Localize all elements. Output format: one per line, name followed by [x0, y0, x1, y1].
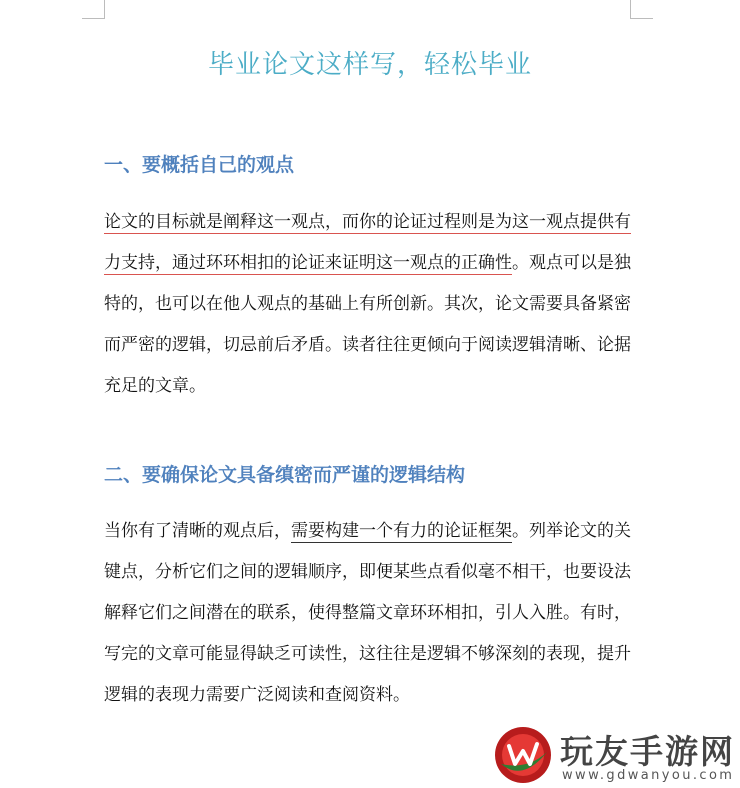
- watermark-site-name: 玩友手游网: [560, 732, 735, 771]
- paragraph-text: 。观点可以是独特的，也可以在他人观点的基础上有所创新。其次，论文需要具备紧密而严密的逻辑，切忌前后矛盾。读者往往更倾向于阅读逻辑清晰、论据充足的文章。: [104, 253, 631, 396]
- underlined-text-red: 论文的目标就是阐释这一观点，而你的论证过程则是为这一观点提供有力支持，通过环环相扣的论证来证明这一观点的正确性: [104, 212, 631, 273]
- paragraph-text-before: 当你有了清晰的观点后，: [104, 521, 291, 541]
- paragraph-text: 。列举论文的关键点，分析它们之间的逻辑顺序，即便某些点看似毫不相干，也要设法解释它们之间潜在的联系，使得整篇文章环环相扣，引人入胜。有时，写完的文章可能显得缺乏可读性，这往往是逻辑不够深刻的表现，提升逻辑的表现力需要广泛阅读和查阅资料。: [104, 521, 631, 705]
- section-paragraph-1: [104, 202, 644, 407]
- underlined-text-dark: 需要构建一个有力的论证框架: [291, 521, 512, 541]
- section-heading-2: 二、要确保论文具备缜密而严谨的逻辑结构: [104, 464, 466, 486]
- page-corner-mark-right: [630, 0, 653, 19]
- watermark: [486, 722, 740, 788]
- section-paragraph-2: [104, 511, 644, 716]
- document-title: 毕业论文这样写，轻松毕业: [207, 50, 532, 80]
- watermark-logo-icon: [492, 724, 554, 786]
- page-corner-mark-left: [82, 0, 105, 19]
- watermark-url: www.gdwanyou.com: [562, 768, 735, 783]
- section-heading-1: 一、要概括自己的观点: [104, 154, 295, 176]
